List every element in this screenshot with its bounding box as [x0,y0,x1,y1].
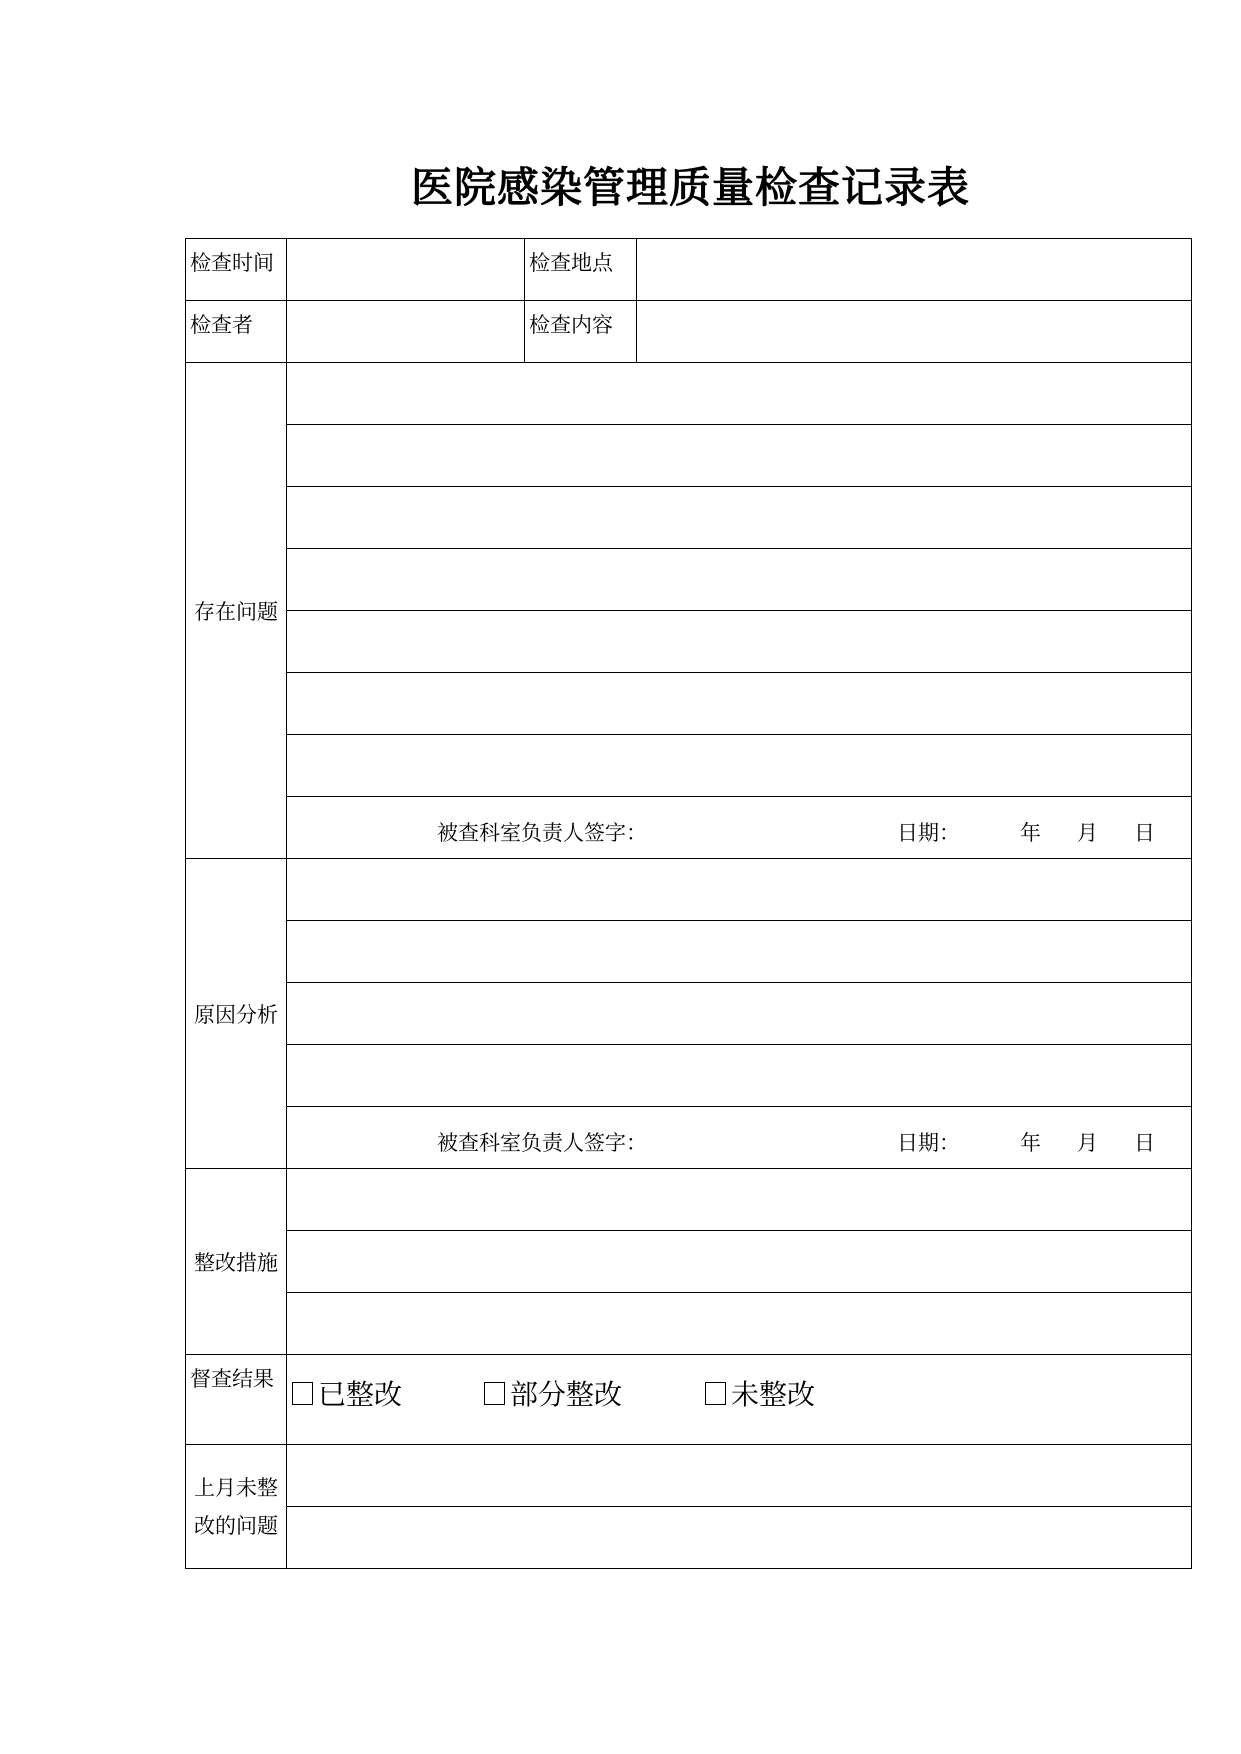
time-label: 检查时间 [186,239,287,301]
month-label: 月 [1077,1131,1098,1155]
measure-line[interactable] [287,1169,1192,1231]
option-partially-rectified-label: 部分整改 [510,1378,623,1411]
signature-label: 被查科室负责人签字： [437,1131,647,1155]
checkbox-icon[interactable] [292,1382,313,1405]
last-month-line[interactable] [287,1445,1192,1507]
measures-label: 整改措施 [186,1169,287,1355]
measure-line[interactable] [287,1231,1192,1293]
last-month-line[interactable] [287,1507,1192,1569]
problem-line[interactable] [287,673,1192,735]
problem-line[interactable] [287,363,1192,425]
problem-line[interactable] [287,549,1192,611]
row-time-place [186,239,1192,301]
time-field[interactable] [287,239,525,301]
checkbox-icon[interactable] [484,1382,505,1405]
option-not-rectified-label: 未整改 [731,1378,816,1411]
place-label: 检查地点 [525,239,637,301]
cause-line[interactable] [287,859,1192,921]
option-rectified[interactable] [292,1373,402,1413]
problem-line[interactable] [287,735,1192,797]
checkbox-icon[interactable] [705,1382,726,1405]
option-partially-rectified[interactable] [484,1373,622,1413]
cause-signature-row[interactable] [287,1107,1192,1169]
result-label: 督查结果 [186,1355,287,1445]
problems-label: 存在问题 [186,363,287,859]
cause-line[interactable] [287,921,1192,983]
year-label: 年 [1020,821,1041,845]
year-label: 年 [1020,1131,1041,1155]
problem-line[interactable] [287,425,1192,487]
inspector-label: 检查者 [186,301,287,363]
day-label: 日 [1134,1131,1155,1155]
day-label: 日 [1134,821,1155,845]
option-rectified-label: 已整改 [318,1378,403,1411]
problem-line[interactable] [287,611,1192,673]
result-options [287,1355,1192,1445]
content-field[interactable] [637,301,1192,363]
cause-line[interactable] [287,1045,1192,1107]
date-label: 日期： [897,821,960,845]
problem-line[interactable] [287,487,1192,549]
month-label: 月 [1077,821,1098,845]
problems-signature-row[interactable] [287,797,1192,859]
last-month-label: 上月未整改的问题 [186,1445,287,1569]
inspection-form [185,238,1192,1569]
inspector-field[interactable] [287,301,525,363]
signature-label: 被查科室负责人签字： [437,821,647,845]
row-inspector-content [186,301,1192,363]
cause-label: 原因分析 [186,859,287,1169]
date-label: 日期： [897,1131,960,1155]
place-field[interactable] [637,239,1192,301]
measure-line[interactable] [287,1293,1192,1355]
page-title: 医院感染管理质量检查记录表 [410,163,970,212]
option-not-rectified[interactable] [705,1373,815,1413]
content-label: 检查内容 [525,301,637,363]
cause-line[interactable] [287,983,1192,1045]
